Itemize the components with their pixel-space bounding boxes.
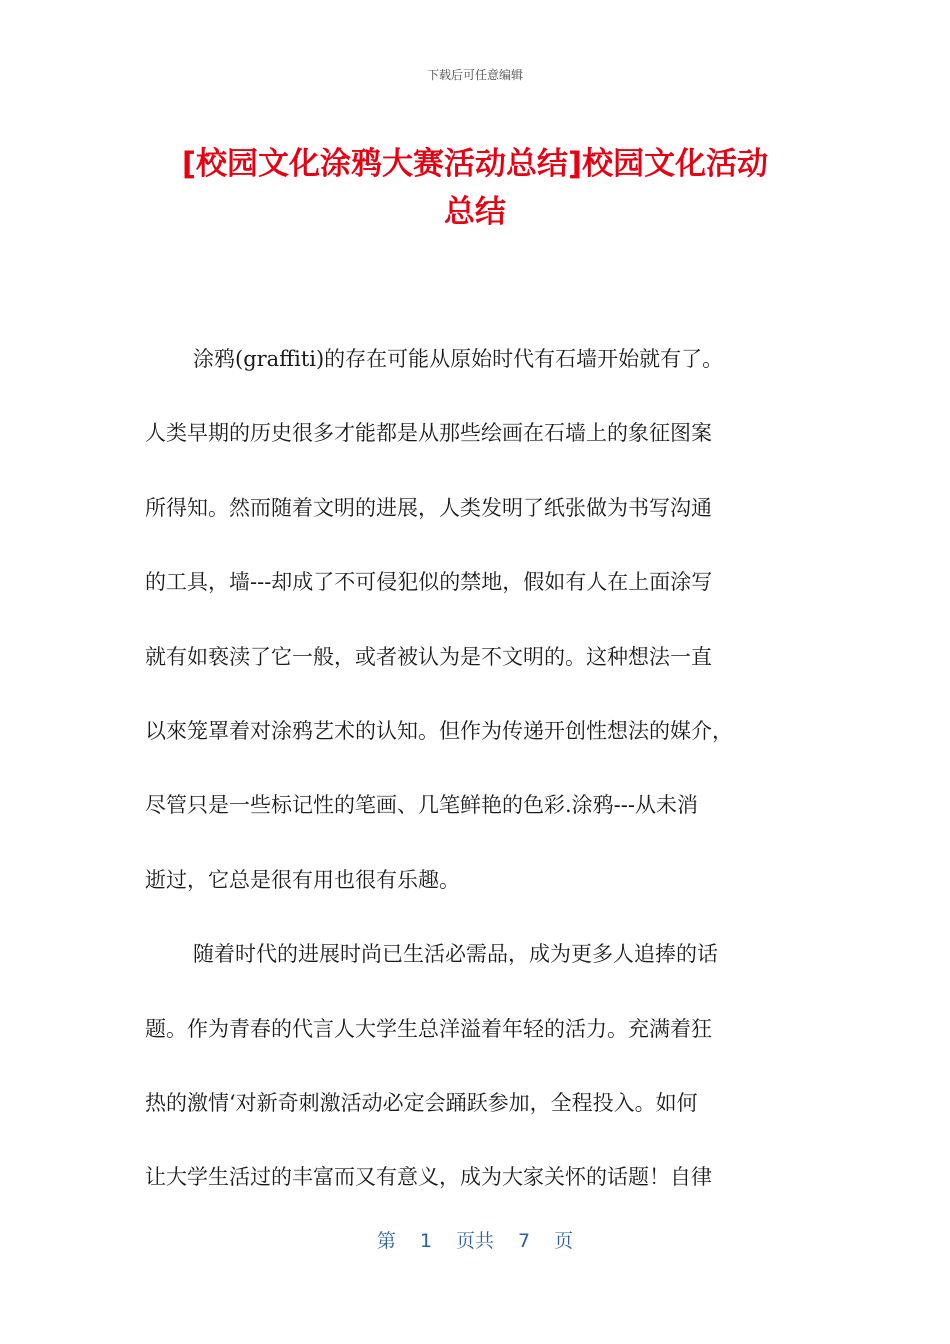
page-middle: 页共 <box>455 1230 494 1252</box>
paragraph-line: 就有如亵渎了它一般，或者被认为是不文明的。这种想法一直 <box>145 644 712 669</box>
page-footer <box>0 1226 950 1253</box>
paragraph-line: 人类早期的历史很多才能都是从那些绘画在石墙上的象征图案 <box>145 421 712 446</box>
paragraph-line: 以來笼罩着对涂鸦艺术的认知。但作为传递开创性想法的媒介， <box>145 718 733 743</box>
header-note: 下载后可任意编辑 <box>426 68 523 82</box>
paragraph-line: 让大学生活过的丰富而又有意义，成为大家关怀的话题！自律 <box>145 1165 712 1190</box>
paragraph-line: 随着时代的进展时尚已生活必需品，成为更多人追捧的话 <box>193 942 718 967</box>
page-total: 7 <box>518 1230 531 1252</box>
document-title <box>140 140 810 236</box>
paragraph-line: 题。作为青春的代言人大学生总洋溢着年轻的活力。充满着狂 <box>145 1016 712 1041</box>
page-current: 1 <box>419 1230 432 1252</box>
page-prefix: 第 <box>376 1230 396 1252</box>
page-suffix: 页 <box>554 1230 574 1252</box>
paragraph-line: 的工具，墙---却成了不可侵犯似的禁地，假如有人在上面涂写 <box>145 570 713 595</box>
paragraph-line: 所得知。然而随着文明的进展，人类发明了纸张做为书写沟通 <box>145 495 712 520</box>
paragraph-line: 逝过，它总是很有用也很有乐趣。 <box>145 867 460 892</box>
title-line-2: 总结 <box>444 194 506 230</box>
paragraph-line: 尽管只是一些标记性的笔画、几笔鲜艳的色彩.涂鸦---从未消 <box>145 793 698 818</box>
body-text <box>145 322 813 1215</box>
paragraph-line: 热的激情‘对新奇刺激活动必定会踊跃参加，全程投入。如何 <box>145 1090 698 1115</box>
paragraph-line: 涂鸦(graffiti)的存在可能从原始时代有石墙开始就有了。 <box>193 347 724 371</box>
title-line-1: [校园文化涂鸦大赛活动总结]校园文化活动 <box>181 146 769 182</box>
